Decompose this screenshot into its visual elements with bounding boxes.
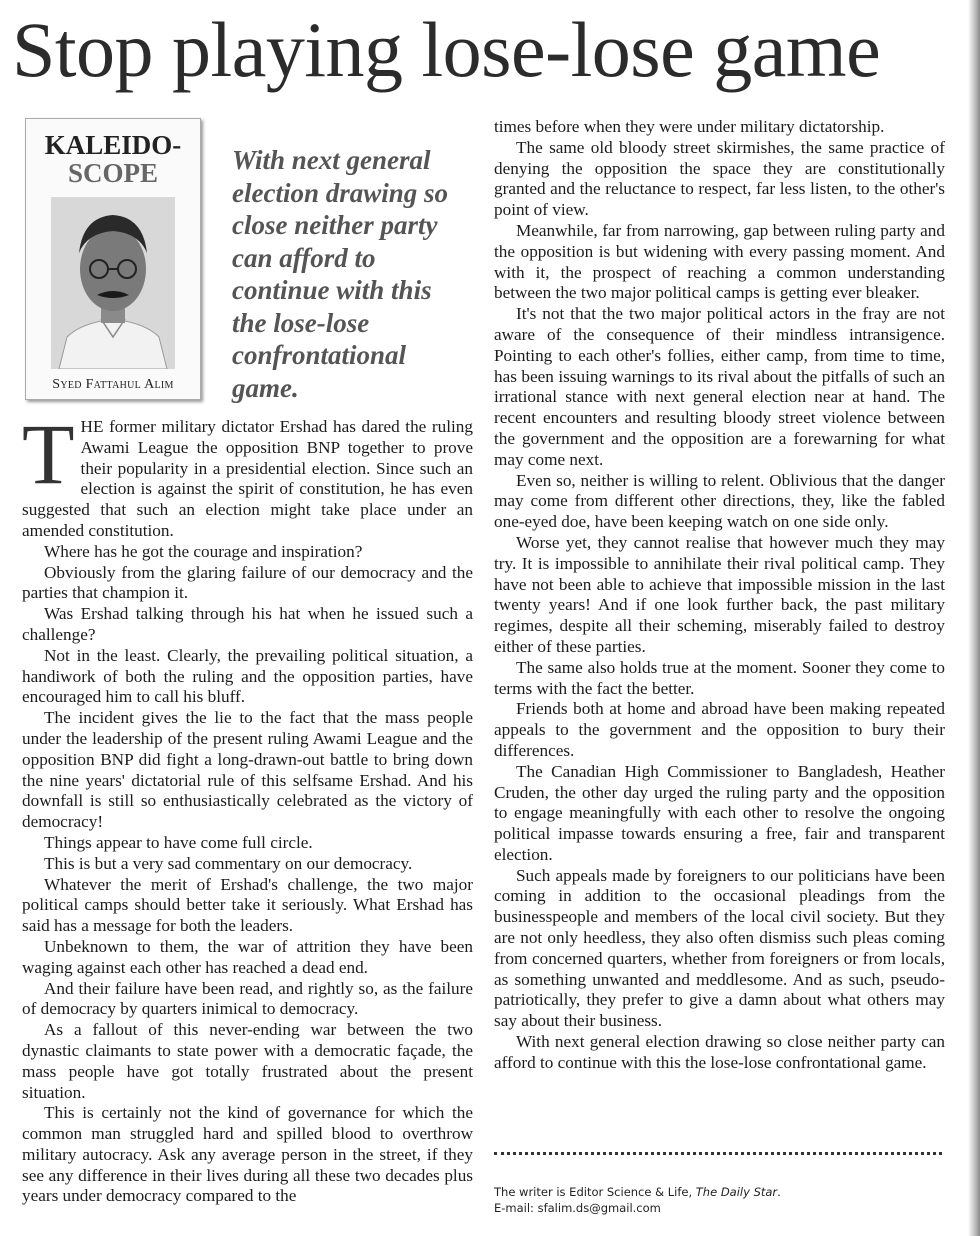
author-note — [494, 1184, 944, 1216]
writer-credit-end: . — [777, 1185, 781, 1199]
paragraph: Meanwhile, far from narrowing, gap between ruling party and the opposition is but widening with every passing moment. And with it, the prospect of reaching a common understanding between the two major political camps is getting ever bleaker. — [494, 220, 945, 303]
paragraph: Obviously from the glaring failure of our democracy and the parties that champion it. — [22, 562, 473, 603]
paragraph: The incident gives the lie to the fact that the mass people under the leadership of the present ruling Awami League and the opposition BNP did fight a long-drawn-out battle to bring down the nine years' dictatorial rule of this selfsame Ershad. And his downfall is still so enthusiastically celebrated as the victory of democracy! — [22, 708, 473, 832]
paragraph: Friends both at home and abroad have been making repeated appeals to the government and the opposition to bury their differences. — [494, 699, 945, 760]
paragraph: The same old bloody street skirmishes, the same practice of denying the opposition the space they are constitutionally granted and the reluctance to respect, far less listen, to the other's point of view. — [494, 137, 945, 220]
paragraph: Such appeals made by foreigners to our politicians have been coming in addition to the occasional pleadings from the businesspeople and members of the local civil society. But they are not only heedless, they also often dismiss such pleas coming from concerned quarters, whether from foreigners or from locals, as something unwanted and meddlesome. And as such, pseudo-patriotically, they prefer to give a damn about what others may say about their business. — [494, 865, 945, 1031]
writer-credit-text: The writer is Editor Science & Life, — [494, 1185, 696, 1199]
paragraph: This is certainly not the kind of governance for which the common man struggled hard and spilled blood to overthrow military autocracy. Ask any average person in the street, if they see any difference in their lives during all these two decades plus years under democracy compared to the — [22, 1103, 473, 1206]
paragraph: Not in the least. Clearly, the prevailing political situation, a handiwork of both the ruling and the opposition parties, have encouraged him to call his bluff. — [22, 645, 473, 707]
dotted-divider — [494, 1152, 942, 1155]
drop-cap: T — [22, 406, 75, 502]
badge-title-line2: SCOPE — [67, 158, 159, 188]
article-column-2 — [494, 117, 945, 1074]
paragraph: Where has he got the courage and inspiration? — [44, 541, 363, 561]
pull-quote: With next general election drawing so close neither party can afford to continue with this the lose-lose confrontational game. — [232, 145, 449, 403]
lead-text: HE former military dictator Ershad has dared the ruling Awami League the opposition BNP together to prove their popularity in a presidential election. Since such an election is against the spirit of constitution, he has even suggested that such an election might take place under an amended constitution. — [22, 417, 473, 540]
badge-title-line1: KALEIDO- — [44, 130, 182, 160]
paragraph: And their failure have been read, and rightly so, as the failure of democracy by quarters inimical to democracy. — [22, 978, 473, 1019]
writer-credit — [494, 1184, 944, 1200]
lead-paragraph — [22, 406, 473, 542]
publication-name: The Daily Star — [695, 1185, 778, 1199]
author-photo — [51, 197, 175, 369]
author-portrait-icon — [51, 197, 175, 369]
paragraph: With next general election drawing so close neither party can afford to continue with this the lose-lose confrontational game. — [494, 1032, 945, 1072]
paragraph: Whatever the merit of Ershad's challenge, the two major political camps should better take it seriously. What Ershad has said has a message for both the leaders. — [22, 874, 473, 936]
paragraph: It's not that the two major political actors in the fray are not aware of the consequence of their mindless intransigence. Pointing to each other's follies, either camp, from time to time, has been issuing warnings to its rival about the pitfalls of such an irrational stance with next general election near at hand. The recent encounters and resulting bloody street violence between the government and the opposition are a forewarning for what may come next. — [494, 304, 945, 469]
author-email[interactable]: E-mail: sfalim.ds@gmail.com — [494, 1201, 661, 1215]
page-edge-shadow — [968, 0, 980, 1236]
paragraph: Worse yet, they cannot realise that however much they may try. It is impossible to annihilate their rival political camp. They have not been able to achieve that impossible mission in the last twenty years! And if one look further back, the past military regimes, despite all their scheming, miserably failed to destroy either of these parties. — [494, 532, 945, 656]
author-byline: Syed Fattahul Alim — [52, 377, 174, 392]
paragraph: Even so, neither is willing to relent. Oblivious that the danger may come from different other directions, they, like the fabled one-eyed doe, have been keeping watch on one side only. — [494, 470, 945, 532]
continuation-paragraph: times before when they were under military dictatorship. — [494, 117, 885, 136]
paragraph: Things appear to have come full circle. — [44, 832, 313, 852]
paragraph: The Canadian High Commissioner to Bangladesh, Heather Cruden, the other day urged the ruling party and the opposition to engage meaningfully with each other to resolve the ongoing political impasse towards ensuring a free, fair and transparent election. — [494, 761, 945, 864]
article-column-1 — [22, 406, 473, 1207]
paragraph: Was Ershad talking through his hat when he issued such a challenge? — [22, 604, 473, 644]
paragraph: Unbeknown to them, the war of attrition they have been waging against each other has reached a dead end. — [22, 936, 473, 977]
headline: Stop playing lose-lose game — [12, 6, 881, 93]
paragraph: This is but a very sad commentary on our democracy. — [44, 853, 413, 873]
paragraph: As a fallout of this never-ending war between the two dynastic claimants to state power with a democratic façade, the mass people have got totally frustrated about the present situation. — [22, 1020, 473, 1102]
column-badge — [25, 118, 201, 400]
paragraph: The same also holds true at the moment. Sooner they come to terms with the fact the better. — [494, 657, 945, 698]
